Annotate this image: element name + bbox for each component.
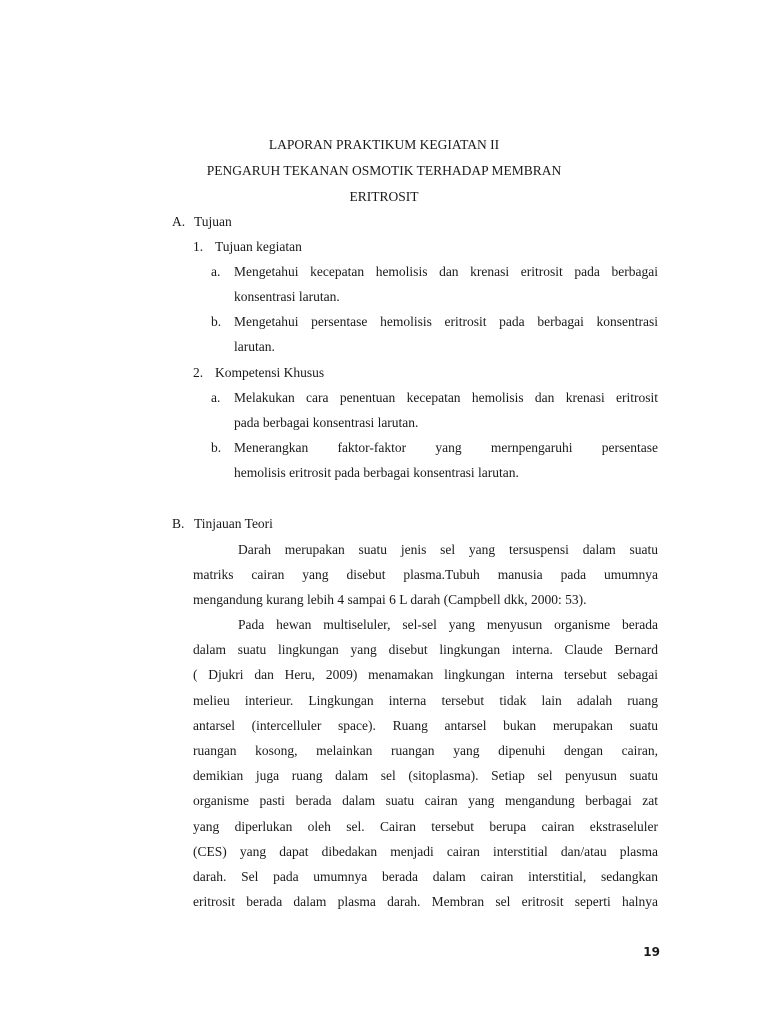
section-b-heading: Tinjauan Teori [194,516,273,531]
report-title-line-1: LAPORAN PRAKTIKUM KEGIATAN II [268,137,500,152]
item-2a-marker: a. [211,390,221,405]
paragraph-2-line: organisme pasti berada dalam suatu cairan yang mengandung berbagai zat [193,793,658,808]
paragraph-2-line: yang diperlukan oleh sel. Cairan tersebut berupa cairan ekstraseluler [193,819,658,834]
item-1a-marker: a. [211,264,221,279]
item-1a-text-cont: konsentrasi larutan. [234,289,340,304]
section-a-heading: Tujuan [194,214,232,229]
item-1-heading: Tujuan kegiatan [215,239,302,254]
item-1b-text: Mengetahui persentase hemolisis eritrosit pada berbagai konsentrasi [234,314,658,329]
paragraph-1-line: matriks cairan yang disebut plasma.Tubuh manusia pada umumnya [193,567,658,582]
item-1b-marker: b. [211,314,222,329]
section-a-marker: A. [172,214,186,229]
section-b-marker: B. [172,516,185,531]
report-title-line-2: PENGARUH TEKANAN OSMOTIK TERHADAP MEMBRAN [206,163,562,178]
paragraph-2-line: ( Djukri dan Heru, 2009) menamakan lingkungan interna tersebut sebagai [193,667,658,682]
paragraph-2-line: ruangan kosong, melainkan ruangan yang dipenuhi dengan cairan, [193,743,658,758]
report-title-line-3: ERITROSIT [349,189,419,204]
item-2b-text-cont: hemolisis eritrosit pada berbagai konsentrasi larutan. [234,465,519,480]
item-2b-text: Menerangkan faktor-faktor yang mernpengaruhi persentase [234,440,658,455]
paragraph-2-line: darah. Sel pada umumnya berada dalam cairan interstitial, sedangkan [193,869,658,884]
paragraph-1-line: Darah merupakan suatu jenis sel yang tersuspensi dalam suatu [238,542,658,557]
item-2b-marker: b. [211,440,222,455]
item-2a-text-cont: pada berbagai konsentrasi larutan. [234,415,419,430]
paragraph-1-line: mengandung kurang lebih 4 sampai 6 L darah (Campbell dkk, 2000: 53). [193,592,587,607]
paragraph-2-line: dalam suatu lingkungan yang disebut lingkungan interna. Claude Bernard [193,642,658,657]
item-2-heading: Kompetensi Khusus [215,365,325,380]
item-1b-text-cont: larutan. [234,339,275,354]
item-1a-text: Mengetahui kecepatan hemolisis dan krenasi eritrosit pada berbagai [234,264,658,279]
item-1-marker: 1. [193,239,204,254]
paragraph-2-line: Pada hewan multiseluler, sel-sel yang menyusun organisme berada [238,617,658,632]
page-number: 19 [643,945,660,959]
paragraph-2-line: demikian juga ruang dalam sel (sitoplasma). Setiap sel penyusun suatu [193,768,658,783]
item-2-marker: 2. [193,365,204,380]
paragraph-2-line: (CES) yang dapat dibedakan menjadi cairan interstitial dan/atau plasma [193,844,658,859]
item-2a-text: Melakukan cara penentuan kecepatan hemolisis dan krenasi eritrosit [234,390,658,405]
paragraph-2-line: melieu interieur. Lingkungan interna tersebut tidak lain adalah ruang [193,693,658,708]
paragraph-2-line: eritrosit berada dalam plasma darah. Membran sel eritrosit seperti halnya [193,894,658,909]
paragraph-2-line: antarsel (intercelluler space). Ruang antarsel bukan merupakan suatu [193,718,658,733]
